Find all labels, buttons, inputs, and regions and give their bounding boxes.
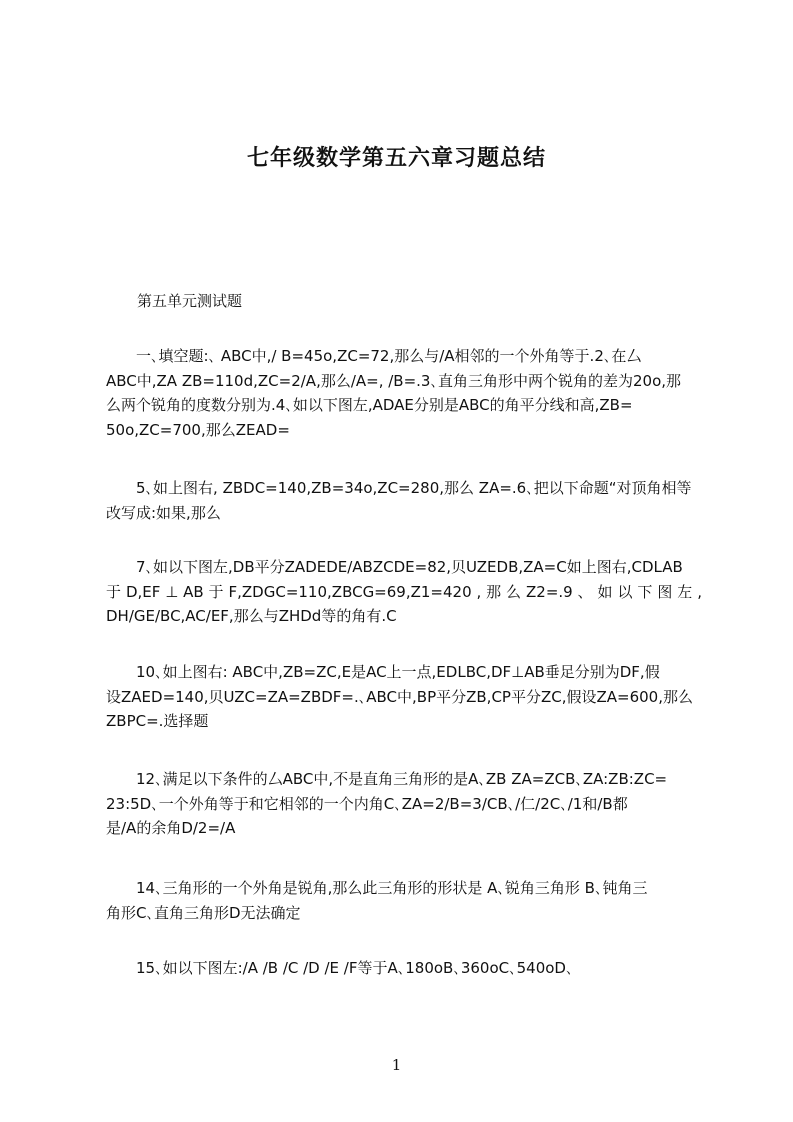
paragraph-line: 5､如上图右, ZBDC=140,ZB=34o,ZC=280,那么 ZA=.6､把以下命题“对顶角相等	[136, 479, 692, 497]
paragraph-line: 么两个锐角的度数分别为.4､如以下图左,ADAE分别是ABC的角平分线和高,ZB=	[106, 396, 633, 414]
paragraph-line: 于 D,EF ⊥ AB 于 F,ZDGC=110,ZBCG=69,Z1=420 , 那 么 Z2=.9 、 如 以 下 图 左 ,	[106, 582, 702, 601]
paragraph-line: ABC中,ZA ZB=110d,ZC=2/A,那么/A=, /B=.3､直角三角形中两个锐角的差为20o,那	[106, 371, 682, 390]
question-paragraph-2	[106, 476, 702, 525]
paragraph-line: 设ZAED=140,贝UZC=ZA=ZBDF=.､ABC中,BP平分ZB,CP平分ZC,假设ZA=600,那么	[106, 687, 693, 706]
paragraph-line: 10､如上图右: ABC中,ZB=ZC,E是AC上一点,EDLBC,DF⊥AB垂足分别为DF,假	[136, 663, 660, 681]
paragraph-line: 是/A的余角D/2=/A	[106, 819, 236, 837]
paragraph-line: 15､如以下图左:/A /B /C /D /E /F等于A､180oB､360oC､540oD､	[136, 959, 574, 977]
paragraph-line: 一､填空题:､ ABC中,/ B=45o,ZC=72,那么与/A相邻的一个外角等于.2､在厶	[136, 347, 642, 365]
question-paragraph-1	[106, 344, 702, 442]
paragraph-line: DH/GE/BC,AC/EF,那么与ZHDd等的角有.C	[106, 607, 397, 625]
question-paragraph-4	[106, 660, 702, 734]
section-heading: 第五单元测试题	[137, 292, 243, 310]
paragraph-line: 改写成:如果,那么	[106, 503, 221, 522]
question-paragraph-3	[106, 555, 702, 629]
question-paragraph-6	[106, 876, 702, 925]
paragraph-line: 12､满足以下条件的厶ABC中,不是直角三角形的是A､ZB ZA=ZCB､ZA:ZB:ZC=	[136, 770, 668, 788]
paragraph-line: 7､如以下图左,DB平分ZADEDE/ABZCDE=82,贝UZEDB,ZA=C如上图右,CDLAB	[136, 558, 683, 576]
page-number: 1	[391, 1056, 402, 1074]
paragraph-line: 50o,ZC=700,那么ZEAD=	[106, 420, 290, 439]
question-paragraph-5	[106, 767, 702, 841]
paragraph-line: ZBPC=.选择题	[106, 712, 209, 730]
question-paragraph-7	[106, 956, 702, 981]
paragraph-line: 23:5D､一个外角等于和它相邻的一个内角C､ZA=2/B=3/CB､/仁/2C､/1和/B都	[106, 794, 628, 813]
paragraph-line: 14､三角形的一个外角是锐角,那么此三角形的形状是 A､锐角三角形 B､钝角三	[136, 879, 648, 897]
paragraph-line: 角形C､直角三角形D无法确定	[106, 903, 301, 922]
document-title: 七年级数学第五六章习题总结	[246, 146, 546, 171]
